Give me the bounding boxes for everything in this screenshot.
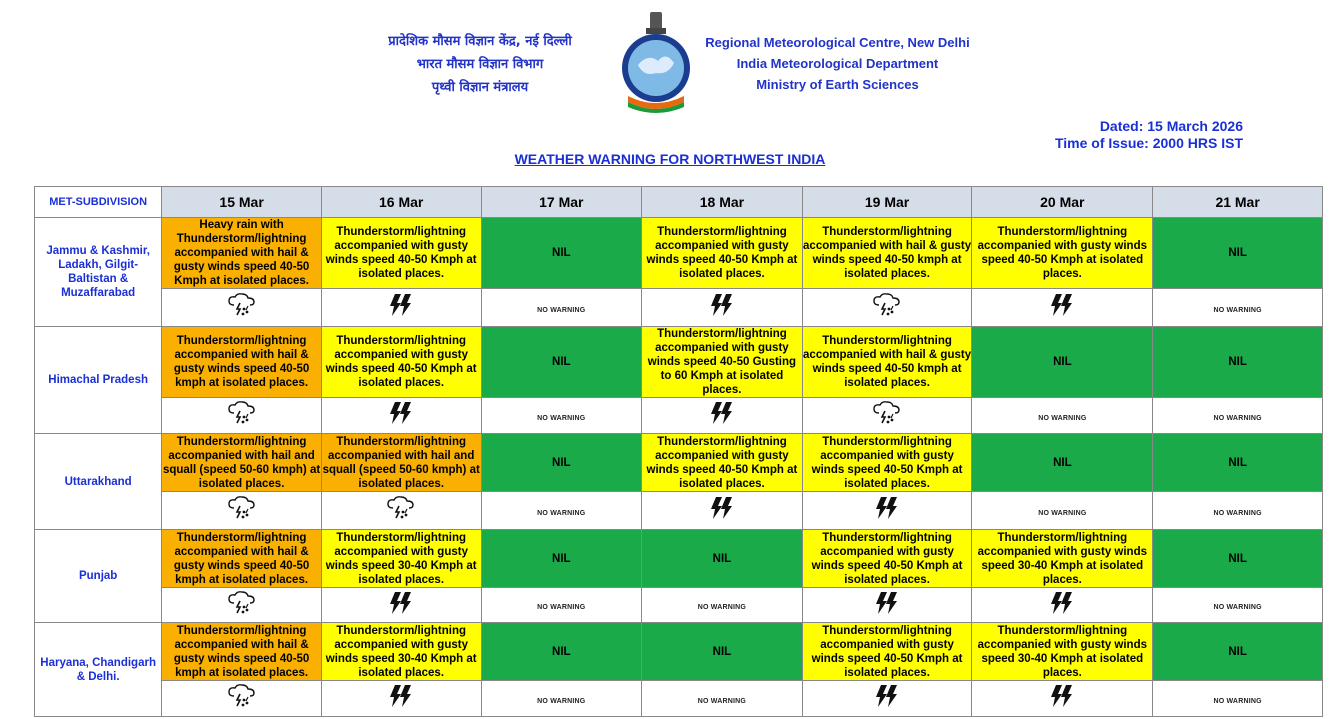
icon-cell [1153, 681, 1323, 717]
day-header: 16 Mar [321, 187, 481, 218]
icon-cell [162, 588, 322, 623]
warning-cell-yellow: Thunderstorm/lightning accompanied with gusty winds speed 30-40 Kmph at isolated places. [321, 530, 481, 588]
icon-cell [642, 588, 803, 623]
warning-cell-green: NIL [1153, 327, 1323, 398]
icon-cell [642, 289, 803, 327]
day-header: 17 Mar [481, 187, 642, 218]
icon-cell [162, 398, 322, 434]
warning-cell-yellow: Thunderstorm/lightning accompanied with hail & gusty winds speed 40-50 kmph at isolated places. [802, 327, 972, 398]
icon-cell [972, 289, 1153, 327]
icon-cell [972, 492, 1153, 530]
day-header: 15 Mar [162, 187, 322, 218]
icon-cell [321, 588, 481, 623]
day-header: 19 Mar [802, 187, 972, 218]
header-row [35, 187, 1323, 218]
warning-cell-green: NIL [972, 434, 1153, 492]
icon-cell [321, 492, 481, 530]
hindi-header [360, 30, 600, 99]
icon-cell [802, 492, 972, 530]
warning-cell-yellow: Thunderstorm/lightning accompanied with gusty winds speed 30-40 Kmph at isolated places. [972, 623, 1153, 681]
no-warning-label: NO WARNING [537, 604, 586, 611]
dated-text: Dated: 15 March 2026 [1099, 118, 1243, 134]
warning-cell-yellow: Thunderstorm/lightning accompanied with hail & gusty winds speed 40-50 kmph at isolated places. [802, 218, 972, 289]
icon-cell [162, 289, 322, 327]
document-title: WEATHER WARNING FOR NORTHWEST INDIA [514, 151, 826, 167]
icon-row [35, 681, 1323, 717]
icon-cell [481, 492, 642, 530]
lightning-icon [874, 684, 900, 713]
hail-cloud-icon [228, 496, 256, 525]
no-warning-label: NO WARNING [1213, 306, 1262, 314]
warning-cell-yellow: Thunderstorm/lightning accompanied with gusty winds speed 40-50 Kmph at isolated places. [972, 218, 1153, 289]
icon-cell [481, 588, 642, 623]
warning-cell-green: NIL [481, 530, 642, 588]
subdivision-name: Uttarakhand [35, 434, 162, 530]
lightning-icon [874, 496, 900, 525]
icon-row [35, 398, 1323, 434]
no-warning-label: NO WARNING [1213, 604, 1262, 611]
warning-cell-green: NIL [1153, 434, 1323, 492]
no-warning-label: NO WARNING [537, 697, 586, 705]
warning-cell-yellow: Thunderstorm/lightning accompanied with gusty winds speed 40-50 Kmph at isolated places. [802, 434, 972, 492]
imd-emblem-logo [618, 10, 694, 114]
lightning-icon [1049, 293, 1075, 322]
warning-cell-green: NIL [481, 218, 642, 289]
warning-cell-green: NIL [1153, 530, 1323, 588]
icon-cell [481, 289, 642, 327]
icon-cell [321, 398, 481, 434]
warning-cell-green: NIL [972, 327, 1153, 398]
issue-info [1055, 118, 1243, 152]
no-warning-label: NO WARNING [1213, 697, 1262, 705]
corner-label: MET-SUBDIVISION [35, 187, 162, 218]
subdivision-name: Jammu & Kashmir, Ladakh, Gilgit-Baltistan & Muzaffarabad [35, 218, 162, 327]
warning-cell-green: NIL [642, 623, 803, 681]
icon-cell [802, 588, 972, 623]
no-warning-label: NO WARNING [697, 697, 747, 705]
no-warning-label: NO WARNING [537, 509, 586, 517]
hail-cloud-icon [228, 591, 256, 620]
time-of-issue-text: Time of Issue: 2000 HRS IST [1054, 135, 1243, 151]
icon-cell [802, 398, 972, 434]
subdivision-name: Haryana, Chandigarh & Delhi. [35, 623, 162, 717]
icon-cell [321, 681, 481, 717]
icon-cell [481, 398, 642, 434]
hail-cloud-icon [873, 401, 901, 430]
warning-cell-orange: Thunderstorm/lightning accompanied with hail & gusty winds speed 40-50 kmph at isolated places. [162, 530, 322, 588]
icon-cell [972, 588, 1153, 623]
warning-cell-yellow: Thunderstorm/lightning accompanied with gusty winds speed 40-50 Kmph at isolated places. [802, 530, 972, 588]
lightning-icon [709, 293, 735, 322]
warning-cell-yellow: Thunderstorm/lightning accompanied with gusty winds speed 30-40 Kmph at isolated places. [321, 623, 481, 681]
lightning-icon [388, 401, 414, 430]
icon-cell [802, 681, 972, 717]
no-warning-label: NO WARNING [1213, 509, 1262, 517]
warning-cell-green: NIL [1153, 218, 1323, 289]
lightning-icon [874, 591, 900, 620]
lightning-icon [709, 401, 735, 430]
lightning-icon [1049, 591, 1075, 620]
warning-cell-orange: Thunderstorm/lightning accompanied with hail and squall (speed 50-60 kmph) at isolated places. [322, 435, 480, 490]
warning-cell-yellow: Thunderstorm/lightning accompanied with gusty winds speed 40-50 Kmph at isolated places. [642, 218, 803, 289]
warning-cell-orange: Thunderstorm/lightning accompanied with hail & gusty winds speed 40-50 kmph at isolated places. [162, 327, 322, 398]
english-line: Regional Meteorological Centre, New Delhi [705, 35, 970, 50]
icon-cell [642, 681, 803, 717]
warning-text-row [35, 623, 1323, 681]
hail-cloud-icon [873, 293, 901, 322]
subdivision-name: Punjab [35, 530, 162, 623]
warning-cell-orange: Thunderstorm/lightning accompanied with hail & gusty winds speed 40-50 kmph at isolated places. [162, 623, 322, 681]
day-header: 18 Mar [642, 187, 803, 218]
warning-cell-green: NIL [481, 623, 642, 681]
icon-cell [162, 492, 322, 530]
warning-cell-yellow: Thunderstorm/lightning accompanied with gusty winds speed 30-40 Kmph at isolated places. [972, 530, 1153, 588]
day-header: 20 Mar [972, 187, 1153, 218]
icon-cell [1153, 289, 1323, 327]
icon-cell [802, 289, 972, 327]
icon-row [35, 492, 1323, 530]
icon-row [35, 289, 1323, 327]
hindi-line: भारत मौसम विज्ञान विभाग [416, 57, 544, 72]
table-body [35, 218, 1323, 717]
warning-cell-yellow: Thunderstorm/lightning accompanied with gusty winds speed 40-50 Kmph at isolated places. [642, 434, 803, 492]
no-warning-label: NO WARNING [1213, 414, 1262, 422]
lightning-icon [1049, 684, 1075, 713]
warning-cell-green: NIL [481, 434, 642, 492]
icon-cell [162, 681, 322, 717]
day-header: 21 Mar [1153, 187, 1323, 218]
no-warning-label: NO WARNING [697, 604, 747, 611]
warning-text-row [35, 327, 1323, 398]
warning-cell-yellow: Thunderstorm/lightning accompanied with gusty winds speed 40-50 Kmph at isolated places. [802, 623, 972, 681]
warning-cell-orange: Heavy rain with Thunderstorm/lightning accompanied with hail & gusty winds speed 40-50 Kmph at isolated places. [162, 218, 322, 289]
english-line: Ministry of Earth Sciences [756, 77, 919, 92]
icon-cell [481, 681, 642, 717]
warning-cell-green: NIL [642, 530, 803, 588]
hail-cloud-icon [387, 496, 415, 525]
hindi-line: पृथ्वी विज्ञान मंत्रालय [431, 80, 529, 95]
warning-text-row [35, 218, 1323, 289]
warning-cell-orange: Thunderstorm/lightning accompanied with hail and squall (speed 50-60 kmph) at isolated places. [162, 435, 321, 490]
hail-cloud-icon [228, 401, 256, 430]
warning-text-row [35, 434, 1323, 492]
no-warning-label: NO WARNING [1038, 414, 1087, 422]
warning-cell-green: NIL [1153, 623, 1323, 681]
icon-cell [642, 492, 803, 530]
warning-cell-yellow: Thunderstorm/lightning accompanied with gusty winds speed 40-50 Kmph at isolated places. [321, 327, 481, 398]
hail-cloud-icon [228, 293, 256, 322]
subdivision-name: Himachal Pradesh [35, 327, 162, 434]
icon-cell [1153, 398, 1323, 434]
warning-cell-green: NIL [481, 327, 642, 398]
lightning-icon [388, 591, 414, 620]
icon-cell [972, 398, 1153, 434]
no-warning-label: NO WARNING [537, 414, 586, 422]
lightning-icon [388, 293, 414, 322]
lightning-icon [709, 496, 735, 525]
warning-cell-yellow: Thunderstorm/lightning accompanied with gusty winds speed 40-50 Kmph at isolated places. [321, 218, 481, 289]
english-line: India Meteorological Department [736, 56, 939, 71]
hindi-line: प्रादेशिक मौसम विज्ञान केंद्र, नई दिल्ली [388, 34, 572, 49]
warning-cell-yellow: Thunderstorm/lightning accompanied with gusty winds speed 40-50 Gusting to 60 Kmph at isolated places. [642, 327, 803, 398]
lightning-icon [388, 684, 414, 713]
icon-row [35, 588, 1323, 623]
icon-cell [972, 681, 1153, 717]
icon-cell [642, 398, 803, 434]
hail-cloud-icon [228, 684, 256, 713]
warning-text-row [35, 530, 1323, 588]
english-header [690, 32, 985, 95]
icon-cell [1153, 492, 1323, 530]
no-warning-label: NO WARNING [537, 306, 586, 314]
warning-table [34, 186, 1323, 717]
icon-cell [1153, 588, 1323, 623]
icon-cell [321, 289, 481, 327]
no-warning-label: NO WARNING [1038, 509, 1087, 517]
